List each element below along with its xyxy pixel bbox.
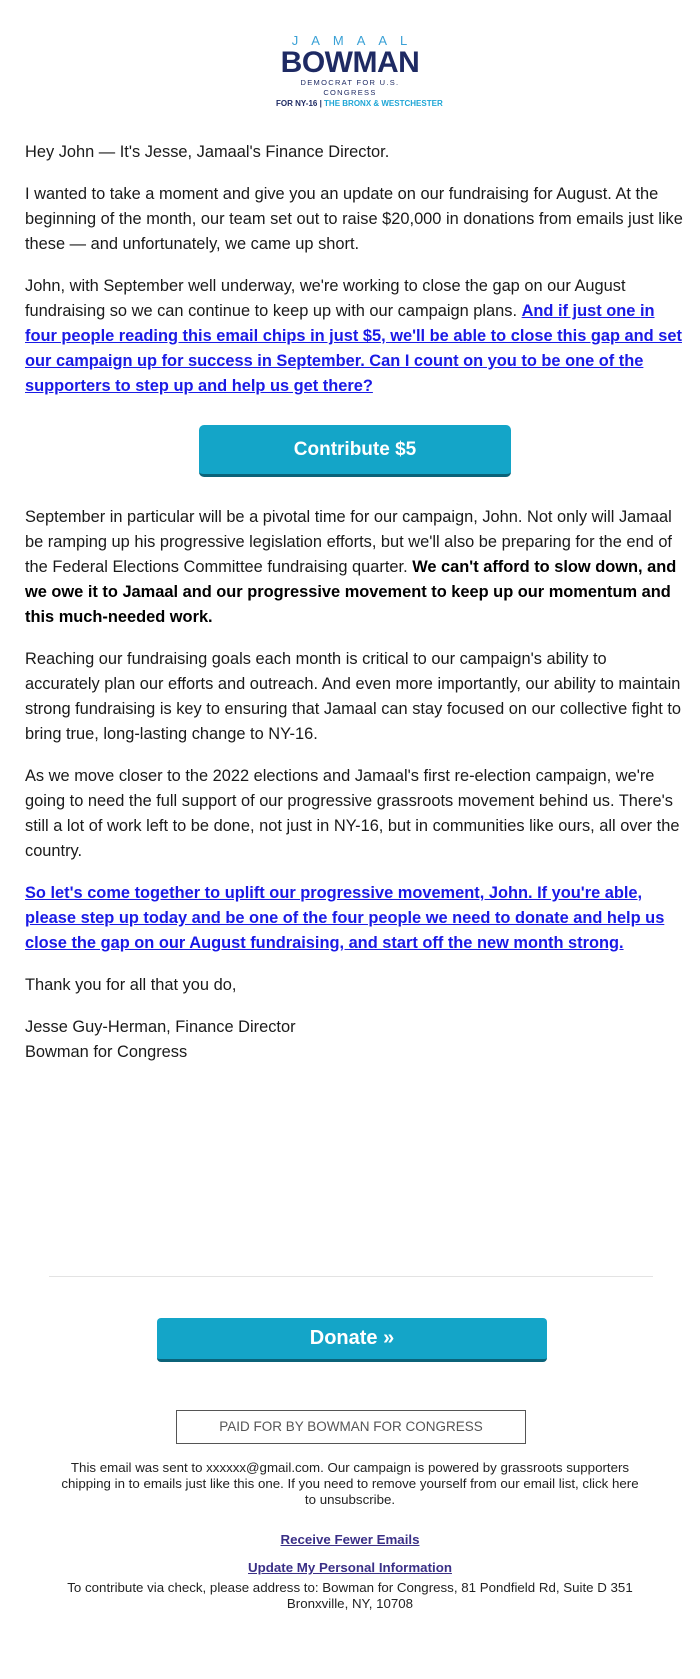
logo-region-label: THE BRONX & WESTCHESTER xyxy=(324,99,443,108)
thanks-line: Thank you for all that you do, xyxy=(25,976,237,994)
paragraph-goals: Reaching our fundraising goals each month is critical to our campaign's ability to accurately plan our efforts and outreach. And even more importantly, our ability to maintain strong fundraising is key to ensuring that Jamaal can stay focused on our collective fight to bring true, long-lasting change to NY-16. xyxy=(25,650,681,743)
receive-fewer-emails-link[interactable]: Receive Fewer Emails xyxy=(280,1532,420,1547)
campaign-logo xyxy=(276,33,443,108)
paragraph-update: I wanted to take a moment and give you an update on our fundraising for August. At the beginning of the month, our team set out to raise $20,000 in donations from emails just like these — and unfortunately, we came up short. xyxy=(25,185,683,253)
paragraph-ask xyxy=(25,274,685,399)
paragraph-september xyxy=(25,505,685,630)
paragraph-september-text: September in particular will be a pivotal time for our campaign, John. Not only will Jamaal be ramping up his progressive legislation efforts, but we'll also be preparing for the end of the Federal Elections Committee fundraising quarter. xyxy=(25,508,672,576)
logo-subtitle: DEMOCRAT FOR U.S. CONGRESS xyxy=(300,78,400,97)
check-address: To contribute via check, please address to: Bowman for Congress, 81 Pondfield Rd, Suite D 351 Bronxville, NY, 10708 xyxy=(67,1580,633,1611)
paragraph-september-bold: We can't afford to slow down, and we owe it to Jamaal and our progressive movement to keep up our momentum and this much-needed work. xyxy=(25,558,677,626)
footer-divider xyxy=(49,1276,653,1277)
email-body xyxy=(25,140,685,1082)
unsubscribe-notice: This email was sent to xxxxxx@gmail.com. Our campaign is powered by grassroots supporters chipping in to emails just like this one. If you need to remove yourself from our email list, click here to unsubscribe. xyxy=(61,1460,639,1507)
greeting: Hey John — It's Jesse, Jamaal's Finance Director. xyxy=(25,143,390,161)
logo-district: FOR NY-16 | THE BRONX & WESTCHESTER xyxy=(276,99,443,108)
paid-for-disclaimer: PAID FOR BY BOWMAN FOR CONGRESS xyxy=(176,1410,526,1444)
logo-first-name: JAMAAL xyxy=(291,33,421,48)
logo-last-name: BOWMAN xyxy=(280,46,420,79)
signature-org: Bowman for Congress xyxy=(25,1043,188,1061)
signature-name: Jesse Guy-Herman, Finance Director xyxy=(25,1018,296,1036)
closing-ask-link[interactable]: So let's come together to uplift our progressive movement, John. If you're able, please step up today and be one of the four people we need to donate and help us close the gap on our August fundraising, and start off the new month strong. xyxy=(25,884,665,952)
logo-district-label: FOR NY-16 xyxy=(276,99,318,108)
ask-link[interactable]: And if just one in four people reading this email chips in just $5, we'll be able to close this gap and set our campaign up for success in September. Can I count on you to be one of the supporters to step up and help us get there? xyxy=(25,302,682,395)
paragraph-ask-text: John, with September well underway, we're working to close the gap on our August fundraising so we can continue to keep up with our campaign plans. xyxy=(25,277,626,320)
signature xyxy=(25,1015,685,1065)
contribute-5-button[interactable]: Contribute $5 xyxy=(199,425,511,477)
donate-button[interactable]: Donate » xyxy=(157,1318,547,1362)
paragraph-closing-ask xyxy=(25,881,685,956)
update-info-link[interactable]: Update My Personal Information xyxy=(248,1560,452,1575)
paragraph-elections: As we move closer to the 2022 elections and Jamaal's first re-election campaign, we're going to need the full support of our progressive grassroots movement behind us. There's still a lot of work left to be done, not just in NY-16, but in communities like ours, all over the country. xyxy=(25,767,680,860)
